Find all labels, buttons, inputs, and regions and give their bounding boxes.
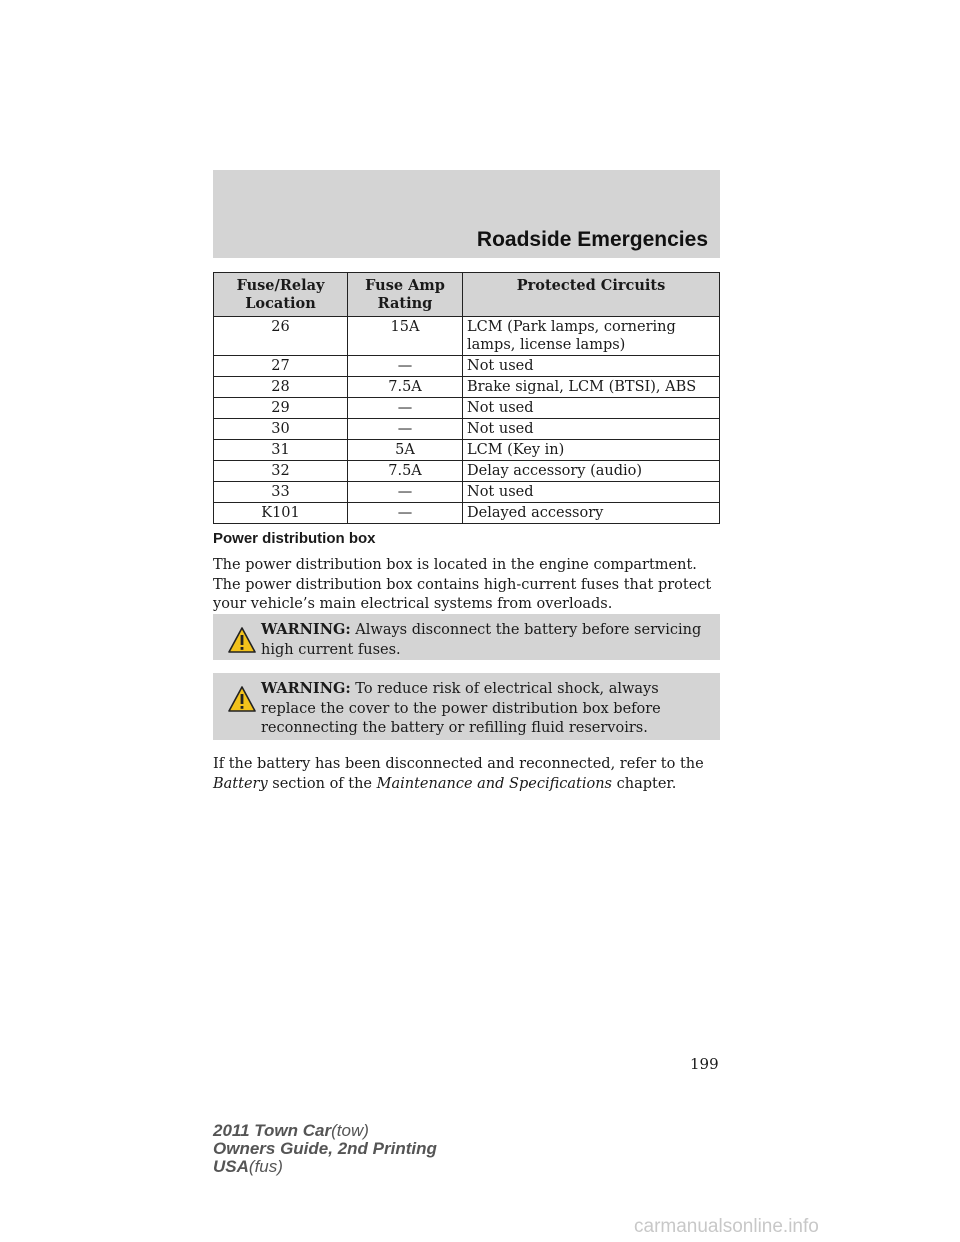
cell-rating: — xyxy=(348,356,463,377)
reference-chapter: Maintenance and Specifications xyxy=(376,775,612,792)
warning-box xyxy=(213,673,720,740)
reference-middle: section of the xyxy=(272,775,373,792)
warning-body: Always disconnect the battery before servicing high current fuses. xyxy=(261,622,702,658)
table-row xyxy=(214,398,720,419)
table-row xyxy=(214,482,720,503)
section-heading: Power distribution box xyxy=(213,530,376,547)
cell-circuits: Not used xyxy=(463,482,720,503)
footer-market-code: (fus) xyxy=(248,1157,283,1176)
cell-rating: — xyxy=(348,482,463,503)
cell-location: 27 xyxy=(214,356,348,377)
footer xyxy=(213,1122,437,1176)
cell-circuits: Not used xyxy=(463,398,720,419)
cell-rating: 7.5A xyxy=(348,377,463,398)
column-header-rating: Fuse Amp Rating xyxy=(348,273,463,317)
cell-circuits: Delay accessory (audio) xyxy=(463,461,720,482)
watermark: carmanualsonline.info xyxy=(634,1216,819,1237)
cell-rating: — xyxy=(348,419,463,440)
reference-battery: Battery xyxy=(213,775,268,792)
cell-rating: 5A xyxy=(348,440,463,461)
footer-market: USA xyxy=(213,1157,249,1176)
cell-circuits: Not used xyxy=(463,419,720,440)
warning-triangle-icon xyxy=(227,685,257,713)
table-row xyxy=(214,461,720,482)
column-header-location: Fuse/Relay Location xyxy=(214,273,348,317)
cell-location: K101 xyxy=(214,503,348,524)
table-row xyxy=(214,440,720,461)
table-row xyxy=(214,503,720,524)
warning-body: To reduce risk of electrical shock, always replace the cover to the power distribution box before reconnecting the battery or refilling fluid reservoirs. xyxy=(261,681,661,736)
chapter-title: Roadside Emergencies xyxy=(476,228,708,251)
footer-guide: Owners Guide, 2nd Printing xyxy=(213,1139,437,1158)
fuse-table xyxy=(213,272,720,524)
footer-model-code: (tow) xyxy=(331,1121,369,1140)
table-header-row xyxy=(214,273,720,317)
cell-rating: — xyxy=(348,503,463,524)
table-row xyxy=(214,377,720,398)
warning-text xyxy=(213,620,710,660)
warning-label: WARNING: xyxy=(261,680,351,697)
warning-text xyxy=(213,679,710,739)
cell-circuits: LCM (Key in) xyxy=(463,440,720,461)
page-number: 199 xyxy=(690,1055,719,1073)
cell-circuits: Delayed accessory xyxy=(463,503,720,524)
cell-circuits: LCM (Park lamps, cornering lamps, license lamps) xyxy=(463,317,720,356)
table-row xyxy=(214,419,720,440)
table-row xyxy=(214,356,720,377)
warning-box xyxy=(213,614,720,660)
cell-rating: 15A xyxy=(348,317,463,356)
intro-paragraph: The power distribution box is located in the engine compartment. The power distribution box contains high-current fuses that protect your vehicle’s main electrical systems from overloads. xyxy=(213,557,712,612)
cell-location: 26 xyxy=(214,317,348,356)
cell-circuits: Brake signal, LCM (BTSI), ABS xyxy=(463,377,720,398)
header-band xyxy=(213,170,720,258)
table-row xyxy=(214,317,720,356)
reference-prefix: If the battery has been disconnected and reconnected, refer to the xyxy=(213,756,704,772)
reference-paragraph xyxy=(213,755,720,794)
cell-location: 32 xyxy=(214,461,348,482)
cell-location: 30 xyxy=(214,419,348,440)
cell-location: 29 xyxy=(214,398,348,419)
warning-label: WARNING: xyxy=(261,621,351,638)
warning-triangle-icon xyxy=(227,626,257,654)
reference-suffix: chapter. xyxy=(616,775,677,792)
cell-rating: — xyxy=(348,398,463,419)
cell-location: 31 xyxy=(214,440,348,461)
footer-model: 2011 Town Car xyxy=(213,1121,332,1140)
cell-location: 33 xyxy=(214,482,348,503)
cell-location: 28 xyxy=(214,377,348,398)
cell-circuits: Not used xyxy=(463,356,720,377)
cell-rating: 7.5A xyxy=(348,461,463,482)
column-header-circuits: Protected Circuits xyxy=(463,273,720,317)
